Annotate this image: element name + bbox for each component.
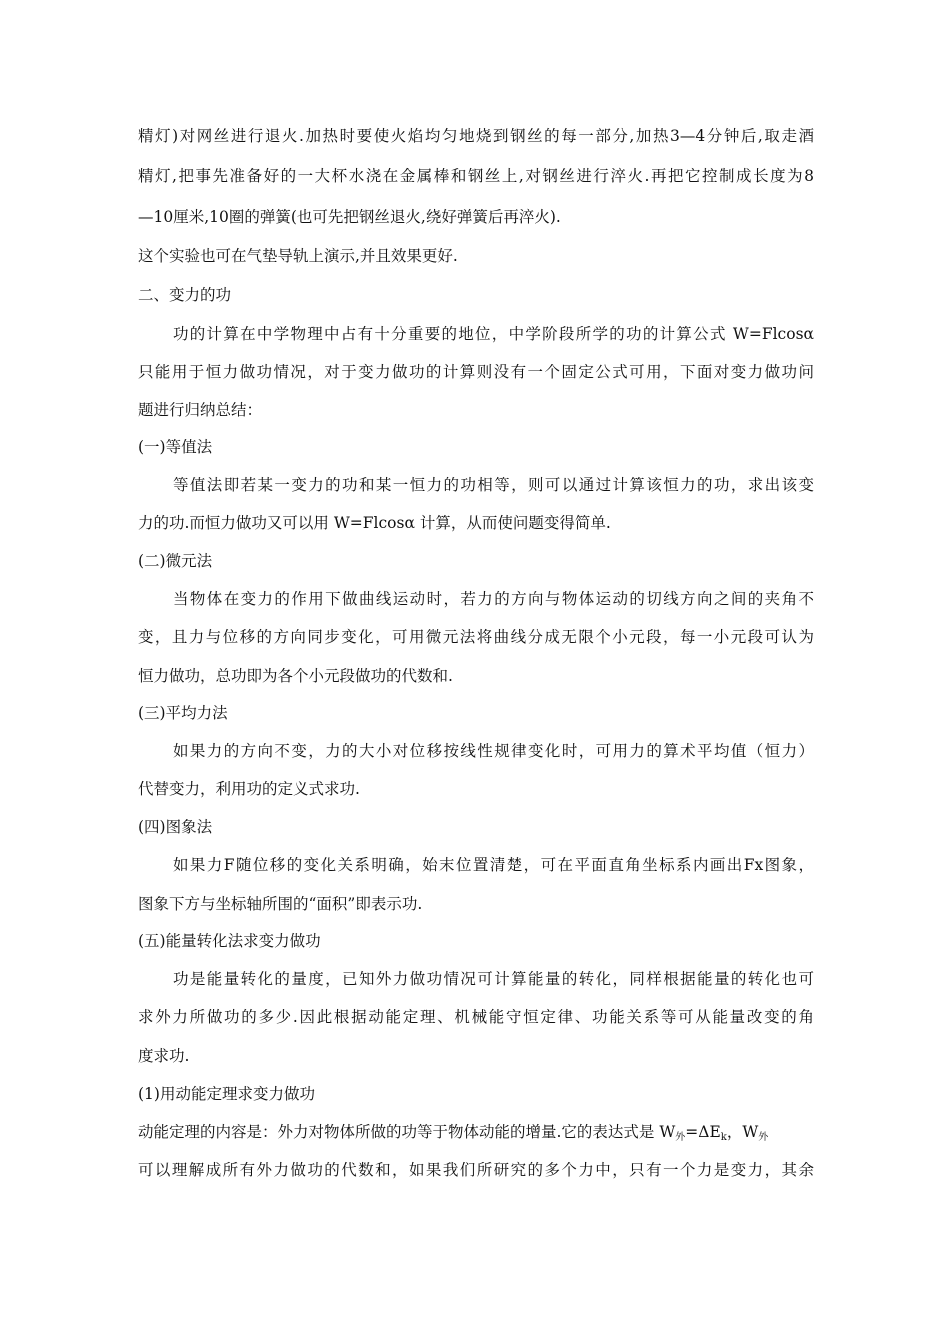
text-line-4: 这个实验也可在气垫导轨上演示,并且效果更好.	[138, 247, 458, 265]
text-line-11: 力的功.而恒力做功又可以用 W=Flcosα 计算，从而使问题变得简单.	[138, 514, 611, 532]
subheading-energy-conversion-method: (五)能量转化法求变力做功	[138, 932, 321, 950]
text-line-2: 精灯,把事先准备好的一大杯水浇在金属棒和钢丝上,对钢丝进行淬火.再把它控制成长度为8	[138, 167, 814, 185]
text-line-27-main: 动能定理的内容是：外力对物体所做的功等于物体动能的增量.它的表达式是 W	[138, 1123, 676, 1141]
subheading-average-force-method: (三)平均力法	[138, 704, 228, 722]
subheading-equivalent-method: (一)等值法	[138, 438, 213, 456]
text-line-6: 功的计算在中学物理中占有十分重要的地位，中学阶段所学的功的计算公式 W=Flcosα	[173, 325, 814, 343]
text-line-23: 功是能量转化的量度，已知外力做功情况可计算能量的转化，同样根据能量的转化也可	[173, 970, 814, 988]
subscript-external-2: 外	[758, 1132, 769, 1143]
text-line-27-w: ，W	[726, 1123, 759, 1141]
text-line-25: 度求功.	[138, 1047, 190, 1065]
text-line-15: 恒力做功，总功即为各个小元段做功的代数和.	[138, 667, 453, 685]
text-line-18: 代替变力，利用功的定义式求功.	[138, 780, 360, 798]
text-line-10: 等值法即若某一变力的功和某一恒力的功相等，则可以通过计算该恒力的功，求出该变	[173, 476, 814, 494]
text-line-14: 变，且力与位移的方向同步变化，可用微元法将曲线分成无限个小元段，每一小元段可认为	[138, 628, 814, 646]
text-line-28: 可以理解成所有外力做功的代数和，如果我们所研究的多个力中，只有一个力是变力，其余	[138, 1161, 814, 1179]
text-line-13: 当物体在变力的作用下做曲线运动时，若力的方向与物体运动的切线方向之间的夹角不	[173, 590, 814, 608]
text-line-27-delta: =ΔE	[685, 1123, 721, 1141]
subscript-external: 外	[675, 1132, 686, 1143]
text-line-20: 如果力F随位移的变化关系明确，始末位置清楚，可在平面直角坐标系内画出Fx图象，	[173, 856, 814, 874]
text-line-8: 题进行归纳总结：	[138, 401, 263, 419]
text-line-3: —10厘米,10圈的弹簧(也可先把钢丝退火,绕好弹簧后再淬火).	[138, 208, 561, 226]
subheading-graph-method: (四)图象法	[138, 818, 213, 836]
text-line-21: 图象下方与坐标轴所围的“面积”即表示功.	[138, 895, 423, 913]
subscript-k: k	[720, 1132, 727, 1143]
section-heading-variable-force-work: 二、变力的功	[138, 286, 232, 304]
text-line-24: 求外力所做功的多少.因此根据动能定理、机械能守恒定律、功能关系等可从能量改变的角	[138, 1008, 814, 1026]
text-line-1: 精灯)对网丝进行退火.加热时要使火焰均匀地烧到钢丝的每一部分,加热3—4分钟后,取走酒	[138, 127, 814, 145]
text-line-17: 如果力的方向不变，力的大小对位移按线性规律变化时，可用力的算术平均值（恒力）	[173, 742, 814, 760]
text-line-27	[138, 1122, 768, 1148]
subheading-micro-element-method: (二)微元法	[138, 552, 213, 570]
subheading-kinetic-energy-theorem: (1)用动能定理求变力做功	[138, 1085, 315, 1103]
text-line-7: 只能用于恒力做功情况，对于变力做功的计算则没有一个固定公式可用，下面对变力做功问	[138, 363, 814, 381]
